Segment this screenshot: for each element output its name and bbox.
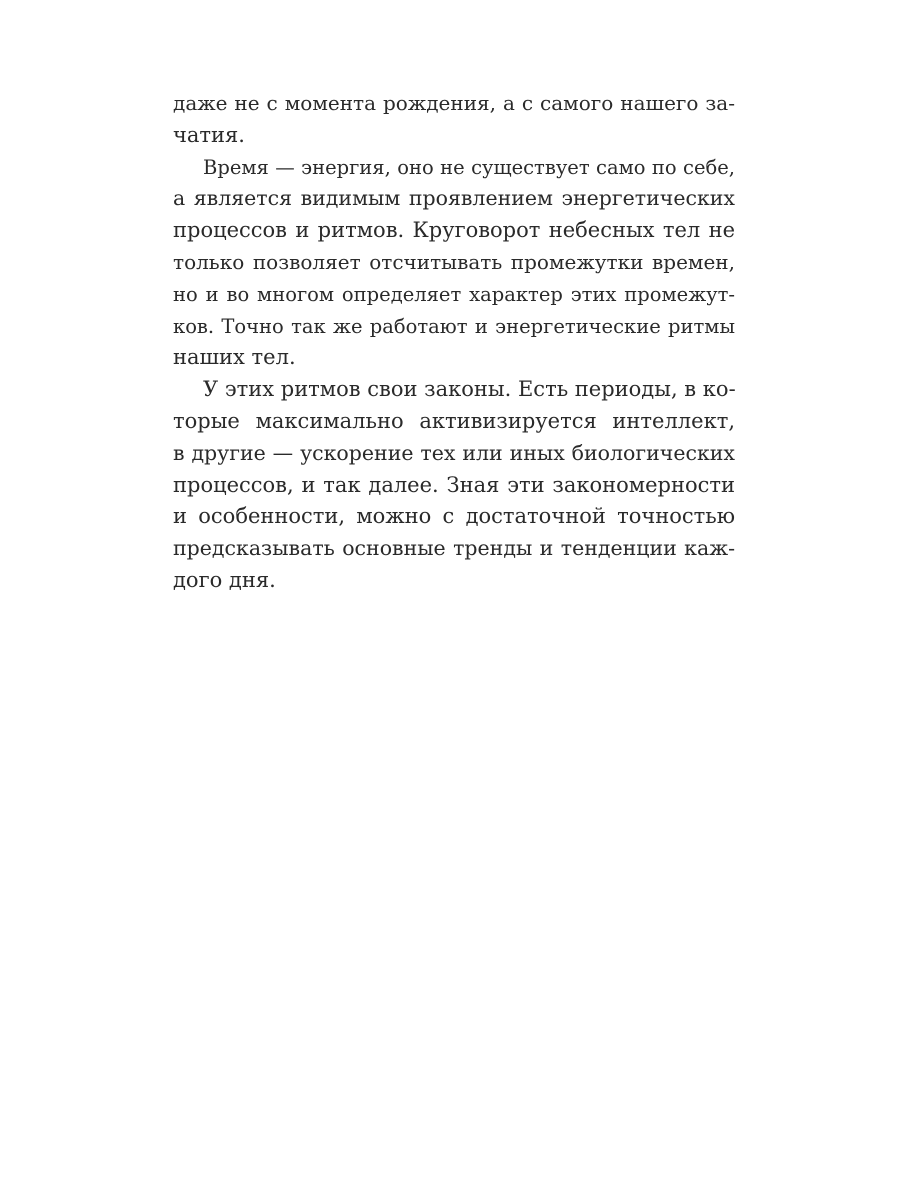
text-line: торые максимально активизируется интеллект, xyxy=(173,408,735,433)
text-line: в другие — ускорение тех или иных биологических xyxy=(173,440,735,465)
text-line: чатия. xyxy=(173,122,245,147)
text-line: ков. Точно так же работают и энергетические ритмы xyxy=(173,314,735,338)
text-line: наших тел. xyxy=(173,345,296,370)
paragraph-2 xyxy=(173,152,735,375)
text-line: даже не с момента рождения, а с самого нашего за- xyxy=(173,91,735,115)
text-line: но и во многом определяет характер этих промежут- xyxy=(173,282,735,306)
text-line: а является видимым проявлением энергетических xyxy=(173,186,735,211)
text-line: Время — энергия, оно не существует само по себе, xyxy=(203,155,735,179)
paragraph-1 xyxy=(173,88,735,152)
text-line: предсказывать основные тренды и тенденции каж- xyxy=(173,536,735,561)
text-line: только позволяет отсчитывать промежутки времен, xyxy=(173,249,735,274)
text-line: процессов и ритмов. Круговорот небесных тел не xyxy=(173,218,735,243)
paragraph-3 xyxy=(173,374,735,597)
text-line: У этих ритмов свои законы. Есть периоды, в ко- xyxy=(203,377,736,402)
text-line: дого дня. xyxy=(173,567,276,592)
text-line: и особенности, можно с достаточной точностью xyxy=(173,504,735,529)
body-text xyxy=(173,88,735,597)
text-line: процессов, и так далее. Зная эти закономерности xyxy=(173,472,735,497)
